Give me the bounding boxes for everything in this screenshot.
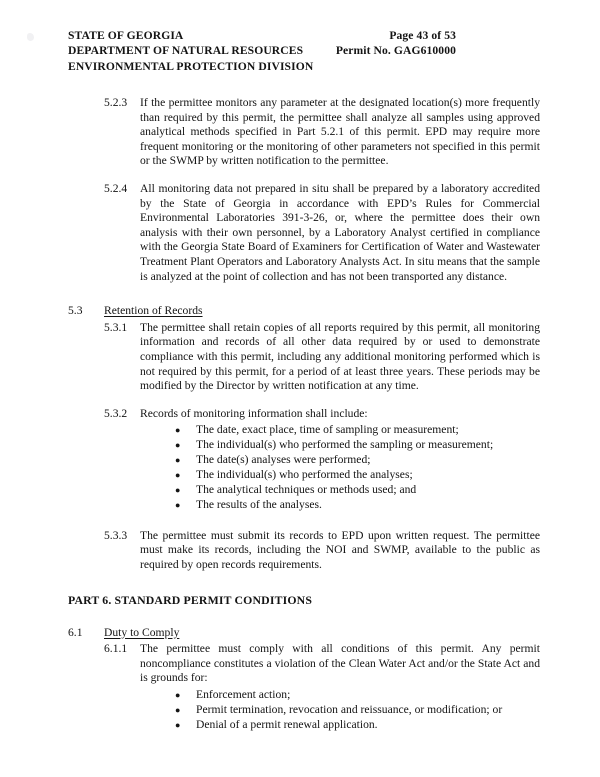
list-item xyxy=(175,688,540,703)
permit-number-label: Permit No. GAG610000 xyxy=(335,44,456,58)
list-item-label: The individual(s) who performed the sampling or measurement; xyxy=(196,438,494,452)
bullet-dot-icon: ● xyxy=(175,499,181,510)
clause-5-3-3 xyxy=(104,529,540,573)
list-item xyxy=(175,703,540,718)
clause-6-1-1 xyxy=(104,642,540,733)
bullet-list-6-1-1 xyxy=(140,688,540,733)
clause-5-3-1 xyxy=(104,321,540,394)
list-item-label: Denial of a permit renewal application. xyxy=(196,717,378,731)
bullet-dot-icon: ● xyxy=(175,484,181,495)
document-body xyxy=(0,96,600,746)
clause-text-5-2-3: If the permittee monitors any parameter at the designated location(s) more frequently than required by this permit, the permittee shall analyze all samples using approved analytical methods specified in Part 5.2.1 of this permit. EPD may require more frequent monitoring or the monitoring of other parameters not specified in this permit or the SWMP by written notification to the permittee. xyxy=(140,96,540,168)
clause-number-5-3-2: 5.3.2 xyxy=(104,406,128,420)
header-agency-block xyxy=(68,28,313,74)
page-number-label: Page 43 of 53 xyxy=(389,29,456,42)
section-title-5-3: Retention of Records xyxy=(104,304,203,318)
bullet-dot-icon: ● xyxy=(175,689,181,700)
header-agency-line-2: DEPARTMENT OF NATURAL RESOURCES xyxy=(68,44,304,58)
clause-number-5-3-3: 5.3.3 xyxy=(104,528,128,542)
clause-number-6-1-1: 6.1.1 xyxy=(104,642,128,656)
list-item xyxy=(175,438,540,453)
list-item-label: The individual(s) who performed the analyses; xyxy=(196,468,413,481)
clause-5-2-4 xyxy=(104,182,540,284)
list-item xyxy=(175,453,540,468)
list-item-label: The date(s) analyses were performed; xyxy=(196,453,371,467)
section-6-1 xyxy=(68,626,540,641)
bullet-dot-icon: ● xyxy=(175,719,181,730)
list-item-label: Enforcement action; xyxy=(196,687,291,701)
page-header xyxy=(68,28,540,74)
list-item-label: The date, exact place, time of sampling or measurement; xyxy=(196,423,459,437)
list-item xyxy=(175,423,540,438)
clause-number-5-3-1: 5.3.1 xyxy=(104,320,128,334)
header-agency-line-1: STATE OF GEORGIA xyxy=(68,29,184,42)
clause-text-5-3-2: Records of monitoring information shall include: xyxy=(140,406,368,420)
header-permit-block xyxy=(336,28,540,59)
bullet-list-5-3-2 xyxy=(140,423,540,512)
list-item-label: The analytical techniques or methods used; and xyxy=(196,482,417,496)
list-item xyxy=(175,498,540,513)
bullet-dot-icon: ● xyxy=(175,440,181,451)
section-number-6-1: 6.1 xyxy=(68,625,83,639)
clause-text-5-3-1: The permittee shall retain copies of all reports required by this permit, all monitoring information and records of all other data required by or used to demonstrate compliance with this permit, including any additional monitoring performed which is not required by this permit, for a period of at least three years. These periods may be modified by the Director by written notification at any time. xyxy=(140,320,540,393)
section-5-3 xyxy=(68,304,540,319)
list-item-label: Permit termination, revocation and reissuance, or modification; or xyxy=(196,702,503,716)
header-agency-line-3: ENVIRONMENTAL PROTECTION DIVISION xyxy=(68,59,314,73)
clause-5-2-3 xyxy=(104,96,540,169)
section-number-5-3: 5.3 xyxy=(68,304,83,318)
scan-artifact-speck xyxy=(27,33,34,41)
clause-text-5-3-3: The permittee must submit its records to EPD upon written request. The permittee must make its records, including the NOI and SWMP, available to the public as required by open records requirements. xyxy=(140,528,540,571)
bullet-dot-icon: ● xyxy=(175,704,181,715)
bullet-dot-icon: ● xyxy=(175,470,181,480)
section-title-6-1: Duty to Comply xyxy=(104,625,180,639)
list-item-label: The results of the analyses. xyxy=(196,497,322,511)
list-item xyxy=(175,483,540,498)
part-6-heading: PART 6. STANDARD PERMIT CONDITIONS xyxy=(68,592,313,607)
list-item xyxy=(175,718,540,733)
clause-number-5-2-3: 5.2.3 xyxy=(104,96,128,109)
bullet-dot-icon: ● xyxy=(175,455,181,466)
clause-text-5-2-4: All monitoring data not prepared in situ shall be prepared by a laboratory accredited by the State of Georgia in accordance with EPD’s Rules for Commercial Environmental Laboratories 391-3-26, or, where the permittee does their own analysis with their own personnel, by a Laboratory Analyst certified in compliance with the Georgia State Board of Examiners for Certification of Water and Wastewater Treatment Plant Operators and Laboratory Analysts Act. In situ means that the sample is analyzed at the point of collection and has not been transported any distance. xyxy=(140,181,540,283)
clause-5-3-2 xyxy=(104,407,540,513)
clause-text-6-1-1: The permittee must comply with all conditions of this permit. Any permit noncompliance constitutes a violation of the Clean Water Act and/or the State Act and is grounds for: xyxy=(140,642,540,685)
bullet-dot-icon: ● xyxy=(175,425,181,436)
clause-number-5-2-4: 5.2.4 xyxy=(104,181,128,195)
list-item xyxy=(175,468,540,483)
